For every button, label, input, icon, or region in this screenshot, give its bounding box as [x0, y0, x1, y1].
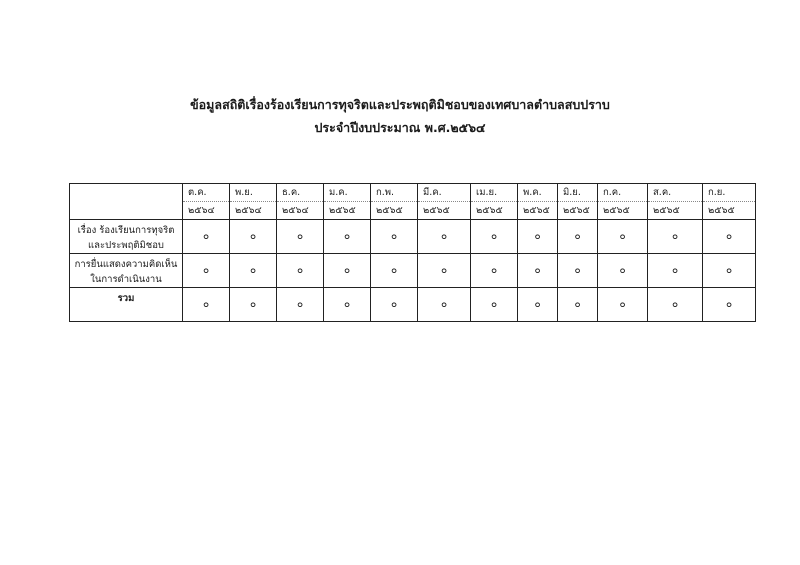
value-cell: ๐: [277, 288, 324, 322]
month-year: ๒๕๖๔: [188, 205, 215, 216]
month-header-cell: [471, 184, 518, 220]
value-cell: ๐: [518, 220, 558, 254]
header-row: [70, 184, 756, 220]
value-cell: ๐: [558, 254, 598, 288]
value-cell: ๐: [230, 288, 277, 322]
table-row: [70, 220, 756, 254]
month-header-cell: [371, 184, 418, 220]
month-year: ๒๕๖๔: [282, 205, 309, 216]
month-year: ๒๕๖๕: [476, 205, 503, 216]
month-header-cell: [277, 184, 324, 220]
value-cell: ๐: [324, 220, 371, 254]
month-header-cell: [598, 184, 648, 220]
row-label-line: ในการดำเนินงาน: [90, 274, 162, 285]
month-header-cell: [648, 184, 703, 220]
table-row: [70, 254, 756, 288]
month-year: ๒๕๖๕: [708, 205, 735, 216]
value-cell: ๐: [183, 220, 230, 254]
document-subtitle: ประจำปีงบประมาณ พ.ศ.๒๕๖๔: [314, 120, 486, 135]
value-cell: ๐: [183, 288, 230, 322]
month-year: ๒๕๖๔: [235, 205, 262, 216]
month-header-cell: [558, 184, 598, 220]
value-cell: ๐: [471, 254, 518, 288]
value-cell: ๐: [518, 288, 558, 322]
month-name: มี.ค.: [418, 184, 470, 202]
document-title: ข้อมูลสถิติเรื่องร้องเรียนการทุจริตและประพฤติมิชอบของเทศบาลตำบลสบปราบ: [190, 97, 610, 112]
value-cell: ๐: [598, 288, 648, 322]
value-cell: ๐: [558, 288, 598, 322]
value-cell: ๐: [418, 288, 471, 322]
value-cell: ๐: [648, 288, 703, 322]
month-name: ธ.ค.: [277, 184, 323, 202]
value-cell: ๐: [277, 220, 324, 254]
month-name: พ.ย.: [230, 184, 276, 202]
value-cell: ๐: [598, 220, 648, 254]
value-cell: ๐: [371, 288, 418, 322]
value-cell: ๐: [183, 254, 230, 288]
value-cell: ๐: [648, 220, 703, 254]
month-header-cell: [183, 184, 230, 220]
header-blank-cell: [70, 184, 183, 220]
row-label-line: การยื่นแสดงความคิดเห็น: [74, 259, 178, 270]
row-label-line: และประพฤติมิชอบ: [88, 240, 164, 251]
table-row: [70, 288, 756, 322]
month-name: ต.ค.: [183, 184, 229, 202]
month-name: พ.ค.: [518, 184, 557, 202]
month-name: ก.ย.: [703, 184, 755, 202]
value-cell: ๐: [277, 254, 324, 288]
value-cell: ๐: [371, 220, 418, 254]
value-cell: ๐: [471, 220, 518, 254]
value-cell: ๐: [518, 254, 558, 288]
value-cell: ๐: [418, 254, 471, 288]
month-year: ๒๕๖๕: [563, 205, 590, 216]
row-label-line: รวม: [117, 293, 135, 304]
value-cell: ๐: [418, 220, 471, 254]
month-header-cell: [418, 184, 471, 220]
month-name: ก.พ.: [371, 184, 417, 202]
month-name: ม.ค.: [324, 184, 370, 202]
value-cell: ๐: [703, 254, 756, 288]
value-cell: ๐: [703, 220, 756, 254]
row-label-cell: [70, 220, 183, 254]
month-header-cell: [518, 184, 558, 220]
month-year: ๒๕๖๕: [376, 205, 403, 216]
value-cell: ๐: [598, 254, 648, 288]
value-cell: ๐: [648, 254, 703, 288]
statistics-table: [69, 183, 756, 322]
value-cell: ๐: [324, 288, 371, 322]
row-label-cell: [70, 254, 183, 288]
month-header-cell: [703, 184, 756, 220]
row-label-cell: [70, 288, 183, 322]
value-cell: ๐: [230, 254, 277, 288]
month-year: ๒๕๖๕: [329, 205, 356, 216]
month-name: ก.ค.: [598, 184, 647, 202]
value-cell: ๐: [558, 220, 598, 254]
month-year: ๒๕๖๕: [423, 205, 450, 216]
month-year: ๒๕๖๕: [603, 205, 630, 216]
value-cell: ๐: [324, 254, 371, 288]
value-cell: ๐: [471, 288, 518, 322]
month-name: เม.ย.: [471, 184, 517, 202]
value-cell: ๐: [371, 254, 418, 288]
month-header-cell: [230, 184, 277, 220]
value-cell: ๐: [230, 220, 277, 254]
month-header-cell: [324, 184, 371, 220]
month-year: ๒๕๖๕: [653, 205, 680, 216]
month-name: ส.ค.: [648, 184, 702, 202]
month-year: ๒๕๖๕: [523, 205, 550, 216]
row-label-line: เรื่อง ร้องเรียนการทุจริต: [77, 225, 175, 236]
month-name: มิ.ย.: [558, 184, 597, 202]
value-cell: ๐: [703, 288, 756, 322]
